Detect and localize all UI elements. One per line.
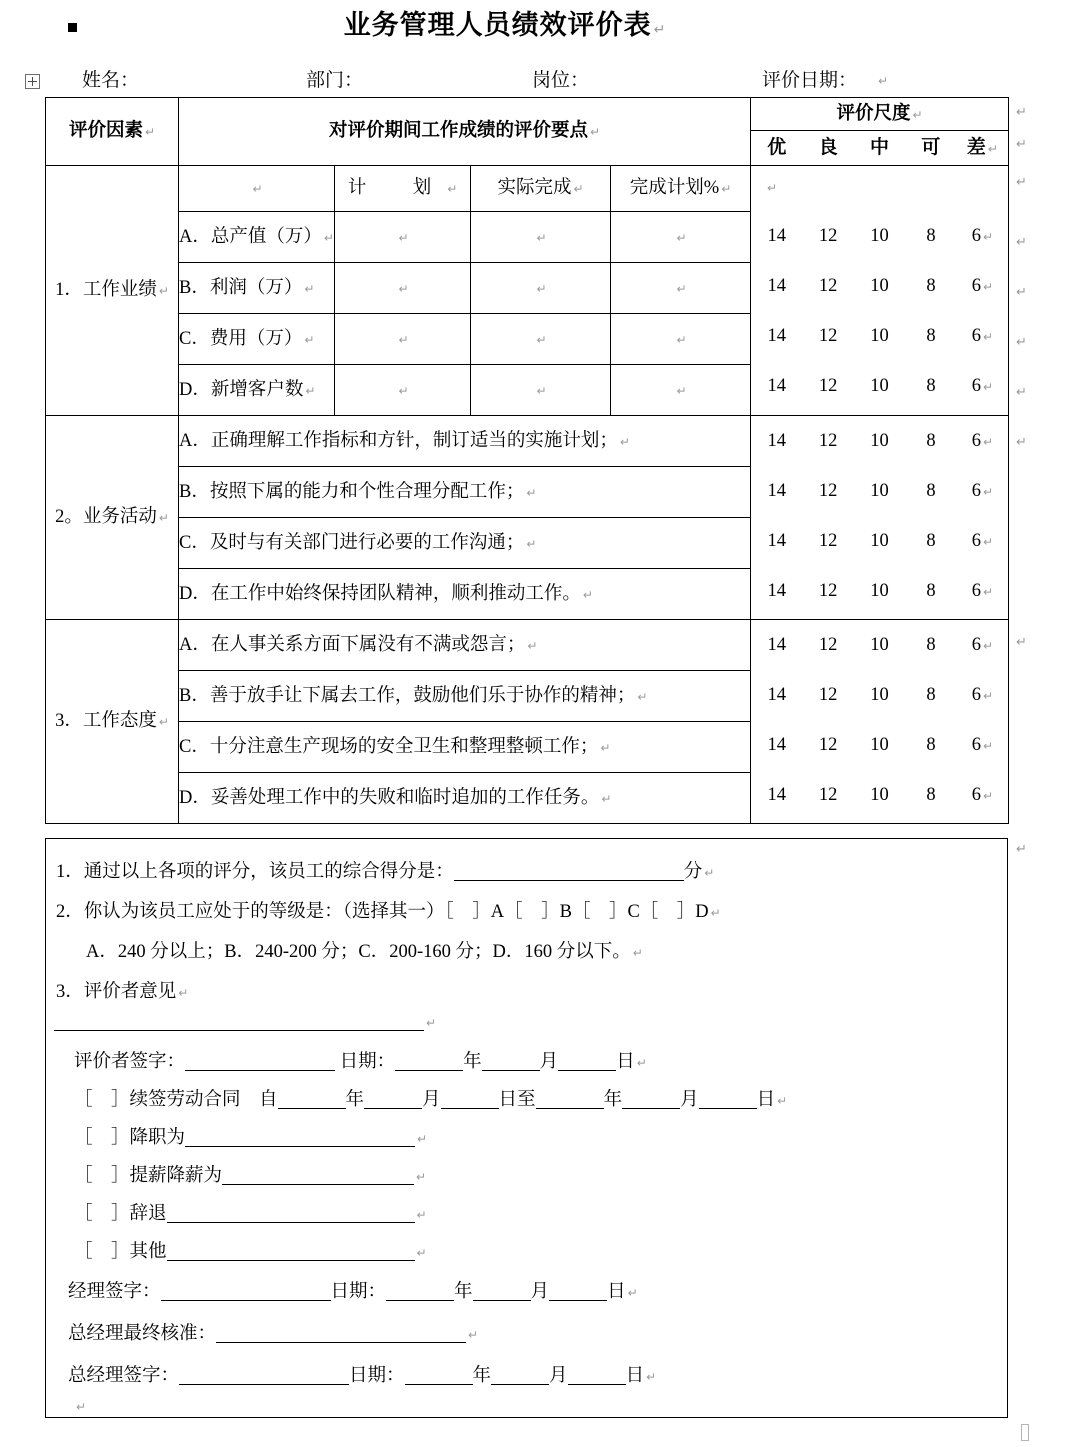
plan-value-cell[interactable] xyxy=(335,212,471,263)
score-6: 6 ↵ xyxy=(971,325,993,346)
pilcrow-icon: ↵ xyxy=(1016,635,1027,650)
item-understand-targets: A．正确理解工作指标和方针，制订适当的实施计划； ↵ xyxy=(179,416,751,467)
evaluation-table-body xyxy=(46,98,1009,824)
pilcrow-icon: ↵ xyxy=(305,383,316,398)
pilcrow-icon: ↵ xyxy=(426,1016,437,1030)
score-14: 14 xyxy=(767,325,786,346)
score-6: 6 ↵ xyxy=(971,684,993,705)
item-profit: B．利润（万） ↵ xyxy=(179,263,335,314)
item-handle-failure: D．妥善处理工作中的失败和临时追加的工作任务。 ↵ xyxy=(179,773,751,824)
manager-signature-line: 经理签字： 日期： 年 月 日 ↵ xyxy=(68,1282,638,1302)
plan-value-cell[interactable] xyxy=(335,263,471,314)
renew-to-year-input[interactable] xyxy=(536,1089,604,1109)
pilcrow-icon: ↵ xyxy=(1016,335,1027,350)
header-points: 对评价期间工作成绩的评价要点 ↵ xyxy=(179,98,751,166)
pilcrow-icon: ↵ xyxy=(619,434,630,449)
scale-cell-section-1 xyxy=(751,166,1009,416)
pilcrow-icon: ↵ xyxy=(589,125,601,140)
score-8: 8 xyxy=(926,784,936,805)
pilcrow-icon: ↵ xyxy=(536,230,547,245)
score-12: 12 xyxy=(818,734,838,755)
pilcrow-icon: ↵ xyxy=(526,536,537,551)
pilcrow-icon: ↵ xyxy=(468,1328,479,1342)
score-14: 14 xyxy=(767,634,786,655)
table-row xyxy=(46,620,1009,671)
pilcrow-icon: ↵ xyxy=(982,688,993,703)
score-6: 6 ↵ xyxy=(971,634,993,655)
subheader-plan: 计 划 ↵ xyxy=(335,166,471,212)
score-14: 14 xyxy=(767,580,786,601)
subheader-blank xyxy=(179,166,335,212)
pilcrow-icon: ↵ xyxy=(636,1056,647,1070)
score-10: 10 xyxy=(870,580,889,601)
grade-liang: 良 xyxy=(818,136,838,159)
evaluator-signature-input[interactable] xyxy=(185,1051,335,1071)
pilcrow-icon: ↵ xyxy=(982,638,993,653)
margin-paragraph-marks xyxy=(1016,97,1046,1397)
pilcrow-icon: ↵ xyxy=(704,866,715,880)
pilcrow-icon: ↵ xyxy=(982,434,993,449)
pilcrow-icon: ↵ xyxy=(912,107,923,122)
score-12: 12 xyxy=(818,684,838,705)
summary-grade-options: A．240 分以上；B．240-200 分；C．200-160 分；D．160 分以下。 ↵ xyxy=(86,942,643,962)
actual-value-cell[interactable] xyxy=(471,212,611,263)
pilcrow-icon: ↵ xyxy=(158,284,169,299)
gm-month-input[interactable] xyxy=(491,1365,549,1385)
score-12: 12 xyxy=(818,634,838,655)
actual-value-cell[interactable] xyxy=(471,365,611,416)
pilcrow-icon: ↵ xyxy=(777,1094,788,1108)
percent-value-cell[interactable] xyxy=(611,212,751,263)
score-8: 8 xyxy=(926,634,936,655)
item-hr-relations: A．在人事关系方面下属没有不满或怨言； ↵ xyxy=(179,620,751,671)
pilcrow-icon: ↵ xyxy=(676,332,687,347)
pilcrow-icon: ↵ xyxy=(1016,385,1027,400)
header-factor: 评价因素 ↵ xyxy=(46,98,179,166)
other-line[interactable]: ［ ］其他 ↵ xyxy=(74,1242,427,1262)
scale-cell-section-3 xyxy=(751,620,1009,824)
score-14: 14 xyxy=(767,530,786,551)
score-10: 10 xyxy=(870,430,889,451)
score-10: 10 xyxy=(870,225,889,246)
pilcrow-icon: ↵ xyxy=(582,587,593,602)
renew-from-month-input[interactable] xyxy=(364,1089,422,1109)
factor-work-attitude: 3．工作态度 ↵ xyxy=(46,620,179,824)
pilcrow-icon: ↵ xyxy=(536,332,547,347)
pilcrow-icon: ↵ xyxy=(653,22,667,38)
pilcrow-icon: ↵ xyxy=(982,788,993,803)
page-title-text: 业务管理人员绩效评价表 xyxy=(343,10,652,41)
score-12: 12 xyxy=(818,480,838,501)
item-team-spirit: D．在工作中始终保持团队精神，顺利推动工作。 ↵ xyxy=(179,569,751,620)
pilcrow-icon: ↵ xyxy=(536,281,547,296)
pilcrow-icon: ↵ xyxy=(1016,175,1027,190)
pilcrow-icon: ↵ xyxy=(323,230,334,245)
score-8: 8 xyxy=(926,375,936,396)
header-grade-cells xyxy=(751,131,1009,166)
pilcrow-icon: ↵ xyxy=(676,230,687,245)
score-row xyxy=(751,670,1008,720)
pilcrow-icon: ↵ xyxy=(416,1208,427,1222)
score-14: 14 xyxy=(767,430,786,451)
score-8: 8 xyxy=(926,580,936,601)
score-10: 10 xyxy=(870,634,889,655)
score-8: 8 xyxy=(926,225,936,246)
gm-day-input[interactable] xyxy=(568,1365,626,1385)
score-6: 6 ↵ xyxy=(971,375,993,396)
score-12: 12 xyxy=(818,430,838,451)
gm-approval-input[interactable] xyxy=(216,1323,466,1343)
score-row xyxy=(751,566,1008,616)
pilcrow-icon: ↵ xyxy=(158,715,169,730)
summary-content xyxy=(46,839,1007,1417)
summary-section xyxy=(45,838,1008,1418)
score-14: 14 xyxy=(767,480,786,501)
table-row xyxy=(46,416,1009,467)
score-8: 8 xyxy=(926,684,936,705)
renew-contract-line[interactable]: ［ ］续签劳动合同 自 年 月 日至 年 月 日 ↵ xyxy=(74,1090,788,1110)
pilcrow-icon: ↵ xyxy=(536,383,547,398)
score-8: 8 xyxy=(926,480,936,501)
grade-list xyxy=(751,135,1008,161)
percent-value-cell[interactable] xyxy=(611,314,751,365)
pilcrow-icon: ↵ xyxy=(304,332,315,347)
renew-from-day-input[interactable] xyxy=(441,1089,499,1109)
pilcrow-icon: ↵ xyxy=(417,1132,428,1146)
other-input[interactable] xyxy=(167,1241,415,1261)
pilcrow-icon: ↵ xyxy=(982,229,993,244)
manager-month-input[interactable] xyxy=(473,1281,531,1301)
pilcrow-icon: ↵ xyxy=(144,125,156,140)
renew-to-day-input[interactable] xyxy=(699,1089,757,1109)
score-6: 6 ↵ xyxy=(971,784,993,805)
score-6: 6 ↵ xyxy=(971,734,993,755)
pilcrow-icon: ↵ xyxy=(982,279,993,294)
grade-you: 优 xyxy=(767,136,787,159)
score-8: 8 xyxy=(926,734,936,755)
manager-signature-input[interactable] xyxy=(161,1281,331,1301)
score-10: 10 xyxy=(870,375,889,396)
evaluator-signature-line: 评价者签字： 日期： 年 月 日 ↵ xyxy=(74,1052,647,1072)
pilcrow-icon: ↵ xyxy=(1016,285,1027,300)
pilcrow-icon: ↵ xyxy=(1016,435,1027,450)
gm-approval-line: 总经理最终核准： ↵ xyxy=(68,1324,479,1344)
score-10: 10 xyxy=(870,684,889,705)
actual-value-cell[interactable] xyxy=(471,314,611,365)
trailing-paragraph-mark xyxy=(74,1395,86,1418)
pilcrow-icon: ↵ xyxy=(447,182,458,197)
score-6: 6 ↵ xyxy=(971,225,993,246)
score-14: 14 xyxy=(767,684,786,705)
pilcrow-icon: ↵ xyxy=(1016,105,1027,120)
renew-to-month-input[interactable] xyxy=(622,1089,680,1109)
percent-value-cell[interactable] xyxy=(611,365,751,416)
score-10: 10 xyxy=(870,325,889,346)
pilcrow-icon: ↵ xyxy=(632,946,643,960)
item-communication: C．及时与有关部门进行必要的工作沟通； ↵ xyxy=(179,518,751,569)
demote-line[interactable]: ［ ］降职为 ↵ xyxy=(74,1128,428,1148)
pilcrow-icon: ↵ xyxy=(398,281,409,296)
pilcrow-icon: ↵ xyxy=(416,1246,427,1260)
score-14: 14 xyxy=(767,784,786,805)
name-label: 姓名： xyxy=(82,70,140,91)
department-label: 部门： xyxy=(306,70,364,91)
pilcrow-icon: ↵ xyxy=(646,1370,657,1384)
evaluator-year-input[interactable] xyxy=(395,1051,463,1071)
score-12: 12 xyxy=(818,375,838,396)
score-row xyxy=(751,770,1008,820)
summary-grade-choice-line[interactable]: 2．你认为该员工应处于的等级是：（选择其一）［ ］A［ ］B［ ］C［ ］D ↵ xyxy=(56,902,721,922)
score-14: 14 xyxy=(767,734,786,755)
dismiss-line[interactable]: ［ ］辞退 ↵ xyxy=(74,1204,427,1224)
score-row xyxy=(751,361,1008,411)
factor-business-activity: 2。业务活动 ↵ xyxy=(46,416,179,620)
pilcrow-icon: ↵ xyxy=(601,791,612,806)
pilcrow-icon: ↵ xyxy=(627,1286,638,1300)
item-new-customers: D．新增客户数 ↵ xyxy=(179,365,335,416)
evaluator-month-input[interactable] xyxy=(482,1051,540,1071)
pilcrow-icon: ↵ xyxy=(710,906,721,920)
factor-work-performance: 1．工作业绩 ↵ xyxy=(46,166,179,416)
score-6: 6 ↵ xyxy=(971,530,993,551)
summary-total-score-line: 1．通过以上各项的评分，该员工的综合得分是： 分 ↵ xyxy=(56,862,715,882)
score-row xyxy=(751,416,1008,466)
grade-cha: 差 ↵ xyxy=(966,136,998,159)
pilcrow-icon: ↵ xyxy=(721,182,732,197)
pilcrow-icon: ↵ xyxy=(982,484,993,499)
score-row xyxy=(751,620,1008,670)
item-safety-hygiene: C．十分注意生产现场的安全卫生和整理整顿工作； ↵ xyxy=(179,722,751,773)
header-scale: 评价尺度 ↵ xyxy=(751,98,1009,131)
score-6: 6 ↵ xyxy=(971,480,993,501)
score-10: 10 xyxy=(870,530,889,551)
score-6: 6 ↵ xyxy=(971,580,993,601)
pilcrow-icon: ↵ xyxy=(76,1400,87,1414)
score-12: 12 xyxy=(818,225,838,246)
item-cost: C．费用（万） ↵ xyxy=(179,314,335,365)
page-title xyxy=(0,6,1010,50)
actual-value-cell[interactable] xyxy=(471,263,611,314)
title-row xyxy=(0,6,1072,48)
scale-cell-section-2 xyxy=(751,416,1009,620)
score-8: 8 xyxy=(926,530,936,551)
pilcrow-icon: ↵ xyxy=(637,689,648,704)
score-12: 12 xyxy=(818,325,838,346)
pilcrow-icon: ↵ xyxy=(178,986,189,1000)
pilcrow-icon: ↵ xyxy=(600,740,611,755)
page-end-marker xyxy=(1021,1424,1029,1441)
pilcrow-icon: ↵ xyxy=(878,74,889,88)
demote-input[interactable] xyxy=(185,1127,415,1147)
pilcrow-icon: ↵ xyxy=(767,181,778,196)
pilcrow-icon: ↵ xyxy=(987,142,998,157)
evaluation-date-label: 评价日期： xyxy=(762,70,858,91)
gm-signature-line: 总经理签字： 日期： 年 月 日 ↵ xyxy=(68,1366,657,1386)
subheader-percent: 完成计划% ↵ xyxy=(611,166,751,212)
score-row xyxy=(751,261,1008,311)
score-8: 8 xyxy=(926,275,936,296)
pilcrow-icon: ↵ xyxy=(398,383,409,398)
grade-ke: 可 xyxy=(921,136,941,159)
gm-signature-input[interactable] xyxy=(179,1365,349,1385)
position-label: 岗位： xyxy=(532,70,590,91)
score-10: 10 xyxy=(870,480,889,501)
summary-evaluator-comment-label: 3．评价者意见 ↵ xyxy=(56,982,189,1002)
score-8: 8 xyxy=(926,325,936,346)
manager-year-input[interactable] xyxy=(386,1281,454,1301)
score-row xyxy=(751,311,1008,361)
score-6: 6 ↵ xyxy=(971,275,993,296)
score-12: 12 xyxy=(818,784,838,805)
pilcrow-icon: ↵ xyxy=(398,332,409,347)
plan-value-cell[interactable] xyxy=(335,314,471,365)
pilcrow-icon: ↵ xyxy=(676,281,687,296)
pilcrow-icon: ↵ xyxy=(158,511,169,526)
score-10: 10 xyxy=(870,784,889,805)
scale-blank-row xyxy=(751,166,1008,211)
item-assign-work: B．按照下属的能力和个性合理分配工作； ↵ xyxy=(179,467,751,518)
score-14: 14 xyxy=(767,275,786,296)
pilcrow-icon: ↵ xyxy=(982,379,993,394)
salary-change-input[interactable] xyxy=(222,1165,414,1185)
score-8: 8 xyxy=(926,430,936,451)
pilcrow-icon: ↵ xyxy=(982,534,993,549)
pilcrow-icon: ↵ xyxy=(982,584,993,599)
identity-line xyxy=(0,66,1010,96)
table-row xyxy=(46,166,1009,212)
total-score-input[interactable] xyxy=(454,861,684,881)
pilcrow-icon: ↵ xyxy=(1016,842,1027,857)
score-row xyxy=(751,516,1008,566)
salary-change-line[interactable]: ［ ］提薪降薪为 ↵ xyxy=(74,1166,427,1186)
score-14: 14 xyxy=(767,375,786,396)
pilcrow-icon: ↵ xyxy=(416,1170,427,1184)
score-row xyxy=(751,466,1008,516)
score-12: 12 xyxy=(818,530,838,551)
item-total-output: A．总产值（万） ↵ xyxy=(179,212,335,263)
dismiss-input[interactable] xyxy=(167,1203,415,1223)
plan-value-cell[interactable] xyxy=(335,365,471,416)
percent-value-cell[interactable] xyxy=(611,263,751,314)
table-header-row-1 xyxy=(46,98,1009,131)
pilcrow-icon: ↵ xyxy=(573,182,584,197)
score-row xyxy=(751,211,1008,261)
score-row xyxy=(751,720,1008,770)
manager-day-input[interactable] xyxy=(549,1281,607,1301)
grade-zhong: 中 xyxy=(870,136,890,159)
pilcrow-icon: ↵ xyxy=(526,485,537,500)
pilcrow-icon: ↵ xyxy=(1016,235,1027,250)
pilcrow-icon: ↵ xyxy=(252,182,263,197)
evaluator-day-input[interactable] xyxy=(558,1051,616,1071)
score-10: 10 xyxy=(870,734,889,755)
gm-year-input[interactable] xyxy=(405,1365,473,1385)
pilcrow-icon: ↵ xyxy=(1016,137,1027,152)
evaluator-comment-line xyxy=(54,1011,436,1034)
subheader-actual: 实际完成 ↵ xyxy=(471,166,611,212)
score-14: 14 xyxy=(767,225,786,246)
score-12: 12 xyxy=(818,580,838,601)
pilcrow-icon: ↵ xyxy=(982,329,993,344)
pilcrow-icon: ↵ xyxy=(398,230,409,245)
score-12: 12 xyxy=(818,275,838,296)
score-10: 10 xyxy=(870,275,889,296)
score-6: 6 ↵ xyxy=(971,430,993,451)
pilcrow-icon: ↵ xyxy=(982,738,993,753)
item-delegation: B．善于放手让下属去工作，鼓励他们乐于协作的精神； ↵ xyxy=(179,671,751,722)
renew-from-year-input[interactable] xyxy=(278,1089,346,1109)
evaluator-comment-input[interactable] xyxy=(54,1011,424,1031)
pilcrow-icon: ↵ xyxy=(304,281,315,296)
evaluation-table xyxy=(45,97,1009,824)
pilcrow-icon: ↵ xyxy=(527,638,538,653)
pilcrow-icon: ↵ xyxy=(676,383,687,398)
